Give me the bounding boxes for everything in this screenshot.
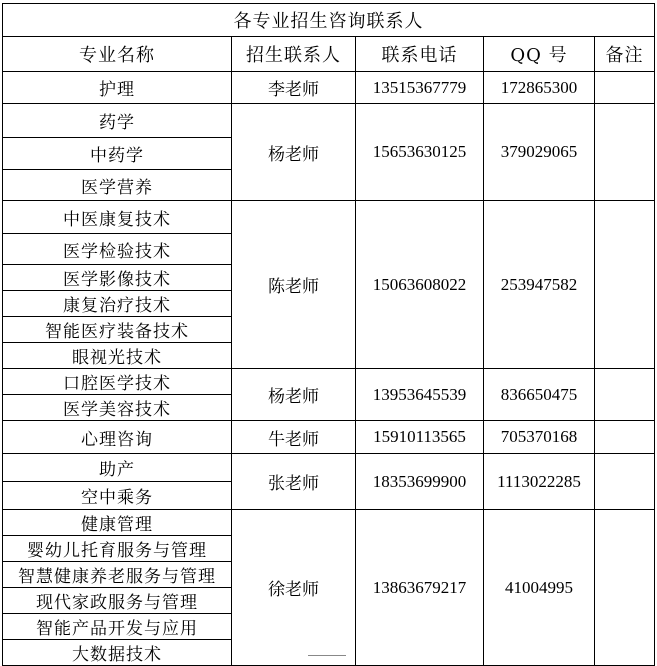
major-cell: 智慧健康养老服务与管理 [3,562,232,588]
table-row [3,421,655,454]
major-cell: 助产 [3,454,232,482]
phone-cell: 13953645539 [356,369,484,421]
qq-cell: 1113022285 [484,454,595,510]
major-cell: 健康管理 [3,510,232,536]
note-cell [595,104,655,201]
qq-cell: 253947582 [484,201,595,369]
major-cell: 医学检验技术 [3,234,232,265]
table-row [3,510,655,536]
contact-cell: 杨老师 [232,369,356,421]
qq-cell: 172865300 [484,72,595,104]
note-cell [595,454,655,510]
contact-cell: 张老师 [232,454,356,510]
header-major: 专业名称 [3,37,232,72]
major-cell: 医学影像技术 [3,265,232,291]
major-cell: 护理 [3,72,232,104]
major-cell: 康复治疗技术 [3,291,232,317]
major-cell: 中药学 [3,138,232,170]
note-cell [595,72,655,104]
contact-cell: 陈老师 [232,201,356,369]
phone-cell: 15910113565 [356,421,484,454]
contact-cell: 杨老师 [232,104,356,201]
table-row [3,72,655,104]
contact-table [2,3,655,666]
major-cell: 医学营养 [3,170,232,201]
table-row [3,104,655,138]
page-edge-mark [308,655,346,656]
contact-cell: 牛老师 [232,421,356,454]
contact-cell: 徐老师 [232,510,356,666]
note-cell [595,510,655,666]
major-cell: 大数据技术 [3,640,232,666]
phone-cell: 13863679217 [356,510,484,666]
qq-cell: 836650475 [484,369,595,421]
major-cell: 心理咨询 [3,421,232,454]
header-phone: 联系电话 [356,37,484,72]
major-cell: 药学 [3,104,232,138]
contact-cell: 李老师 [232,72,356,104]
major-cell: 医学美容技术 [3,395,232,421]
major-cell: 智能医疗装备技术 [3,317,232,343]
note-cell [595,421,655,454]
header-contact: 招生联系人 [232,37,356,72]
note-cell [595,201,655,369]
note-cell [595,369,655,421]
qq-cell: 41004995 [484,510,595,666]
table-row [3,454,655,482]
phone-cell: 18353699900 [356,454,484,510]
major-cell: 口腔医学技术 [3,369,232,395]
qq-cell: 705370168 [484,421,595,454]
qq-cell: 379029065 [484,104,595,201]
table-title: 各专业招生咨询联系人 [3,4,655,37]
major-cell: 现代家政服务与管理 [3,588,232,614]
table-row [3,369,655,395]
phone-cell: 13515367779 [356,72,484,104]
major-cell: 眼视光技术 [3,343,232,369]
major-cell: 智能产品开发与应用 [3,614,232,640]
major-cell: 婴幼儿托育服务与管理 [3,536,232,562]
phone-cell: 15063608022 [356,201,484,369]
header-note: 备注 [595,37,655,72]
major-cell: 空中乘务 [3,482,232,510]
phone-cell: 15653630125 [356,104,484,201]
header-qq: QQ 号 [484,37,595,72]
major-cell: 中医康复技术 [3,201,232,234]
table-row [3,201,655,234]
